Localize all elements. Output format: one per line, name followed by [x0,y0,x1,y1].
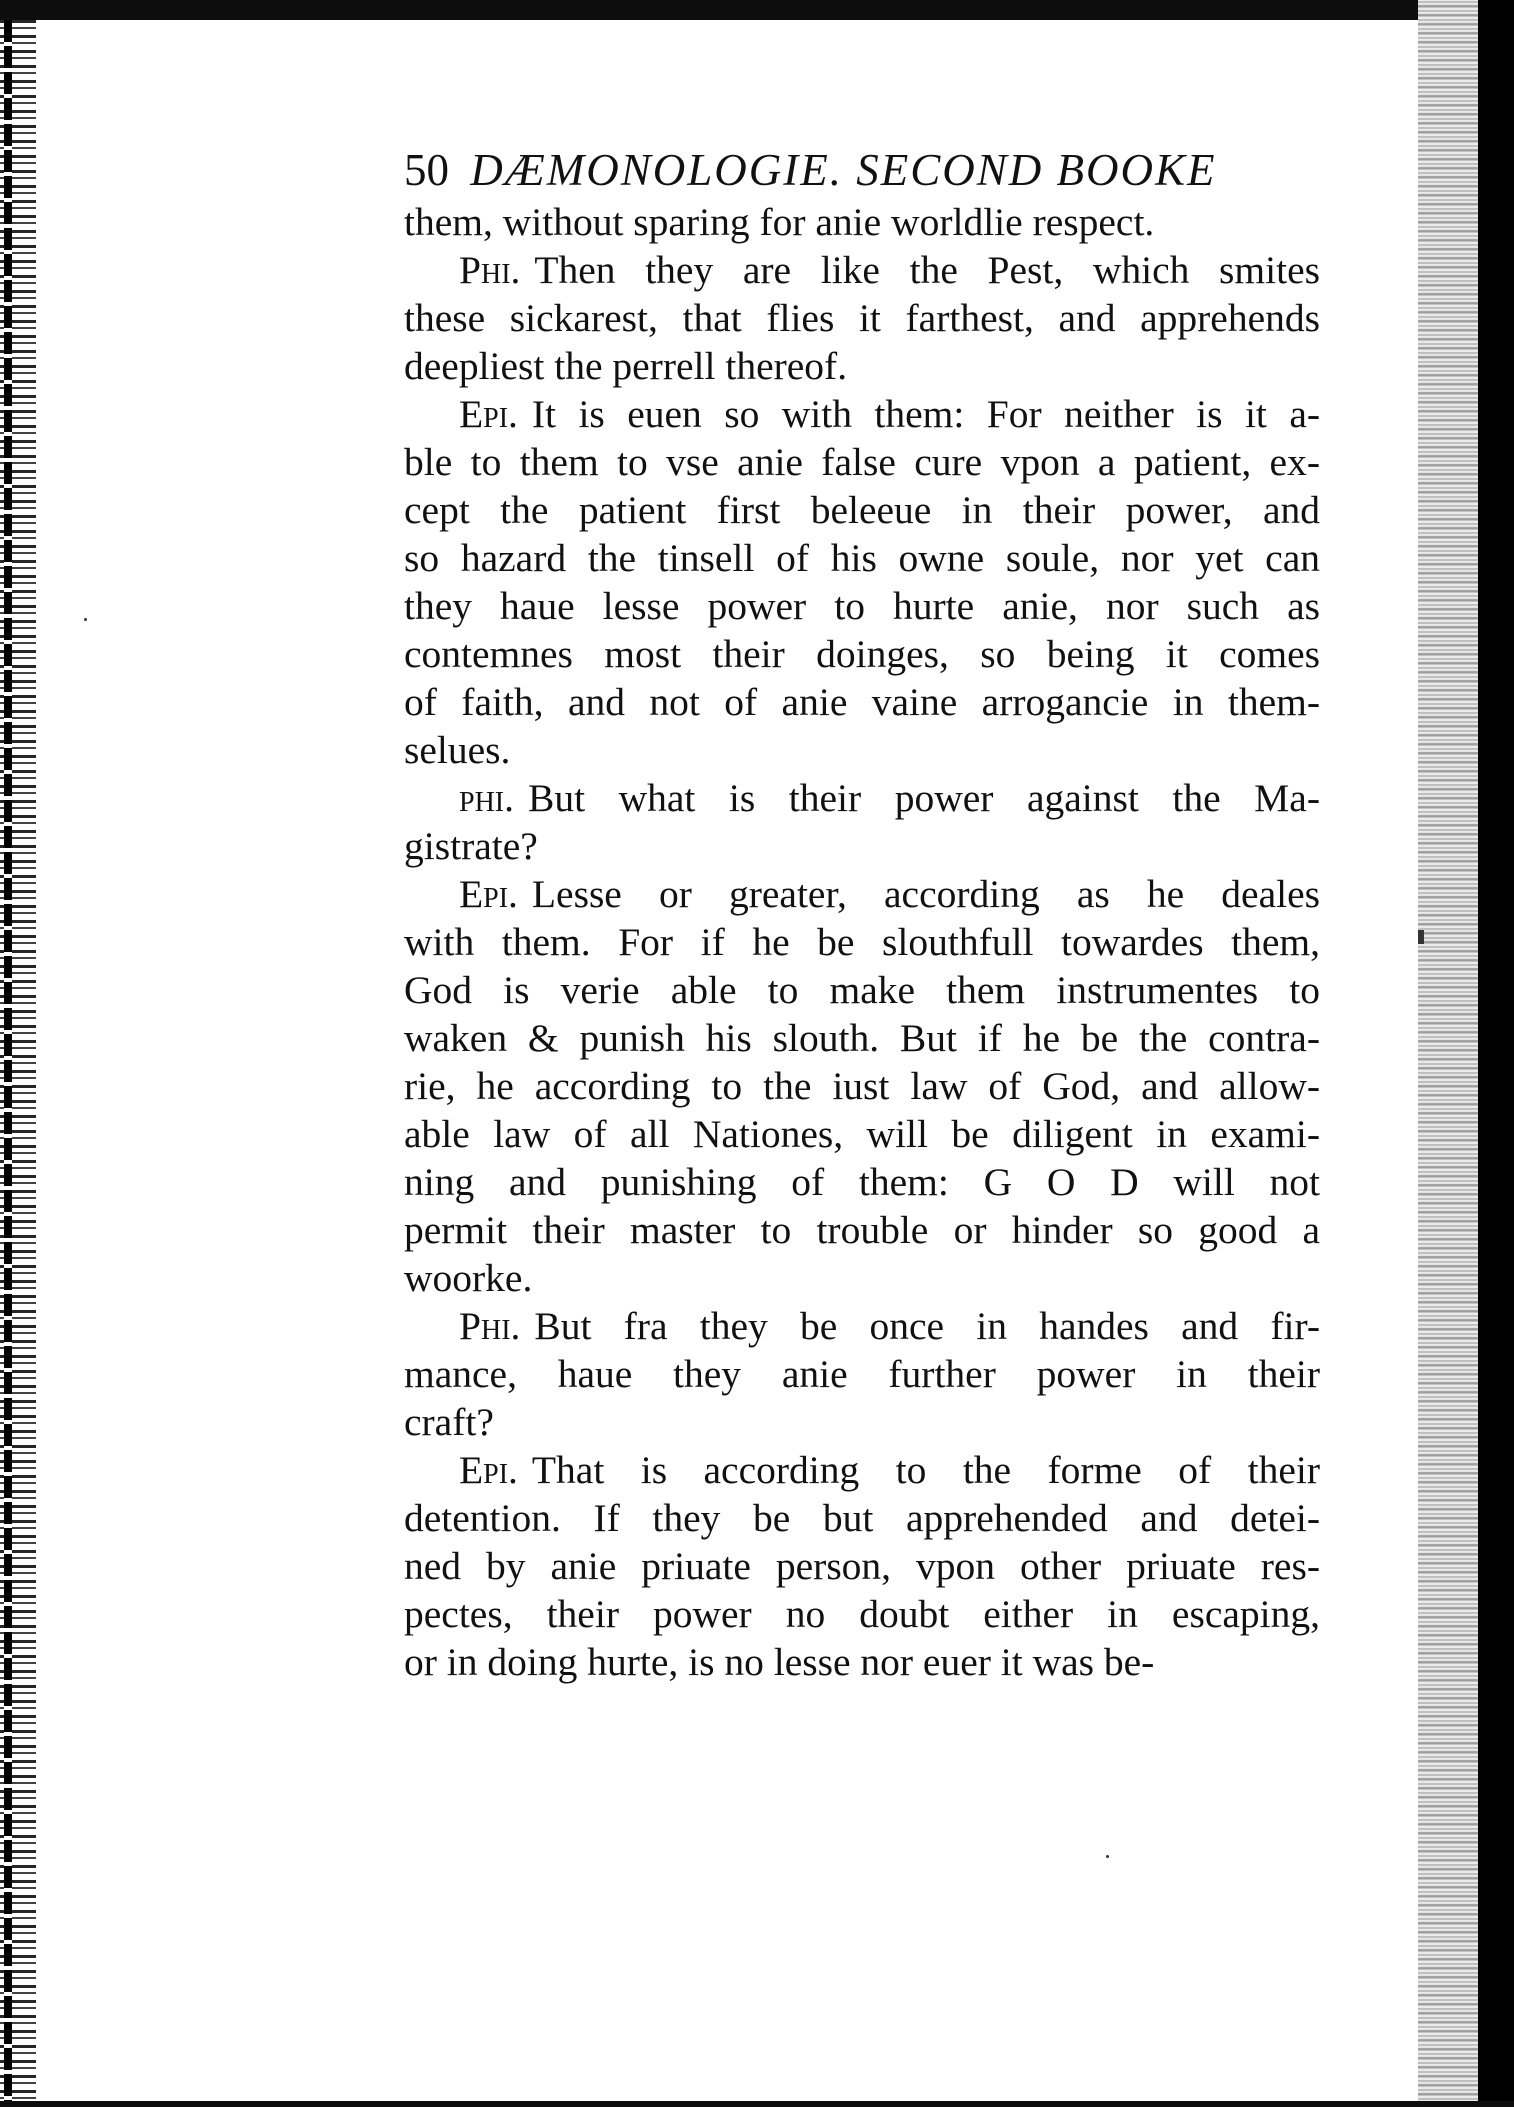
text-line [404,1110,1320,1158]
text-line [404,1062,1320,1110]
text-line [404,1350,1320,1398]
margin-speck [84,618,87,621]
line-text: permit their master to trouble or hinder so good a [404,1208,1320,1252]
text-line [404,1254,1320,1302]
text-line [404,534,1320,582]
text-line [404,630,1320,678]
dialogue-paragraph [404,1446,1320,1686]
text-line [404,294,1320,342]
speaker-label: phi. [459,776,514,820]
text-line [404,1542,1320,1590]
text-line [404,582,1320,630]
text-line [404,726,1320,774]
text-line [404,822,1320,870]
speaker-label: Epi. [459,872,518,916]
line-text: cept the patient first beleeue in their power, and [404,488,1320,532]
line-text: gistrate? [404,824,538,868]
text-line [404,342,1320,390]
line-text: so hazard the tinsell of his owne soule, nor yet can [404,536,1320,580]
dialogue-paragraph [404,246,1320,390]
text-line [404,774,1320,822]
margin-speck [1106,1855,1109,1858]
text-line [404,390,1320,438]
speaker-label: Epi. [459,392,518,436]
book-page [404,140,1320,1686]
dialogue-paragraph [404,390,1320,774]
scan-left-binding [4,20,12,2107]
dialogue-paragraph [404,774,1320,870]
line-text: rie, he according to the iust law of God, and allow- [404,1064,1320,1108]
page-number: 50 [404,145,449,195]
text-line [404,870,1320,918]
line-text: waken & punish his slouth. But if he be the contra- [404,1016,1320,1060]
text-line [404,1446,1320,1494]
line-text: craft? [404,1400,494,1444]
dialogue-paragraph [404,1302,1320,1446]
line-text: able law of all Nationes, will be diligent in exami- [404,1112,1320,1156]
text-line [404,918,1320,966]
line-text: of faith, and not of anie vaine arrogancie in them- [404,680,1320,724]
scan-right-border [1478,0,1514,2107]
running-header [404,140,1320,200]
speaker-label: Phi. [459,248,521,292]
line-text: with them. For if he be slouthfull towardes them, [404,920,1320,964]
line-text: But what is their power against the Ma- [528,776,1320,820]
line-text: pectes, their power no doubt either in escaping, [404,1592,1320,1636]
speaker-label: Epi. [459,1448,518,1492]
speaker-label: Phi. [459,1304,521,1348]
text-line [404,1494,1320,1542]
dialogue-paragraph [404,870,1320,1302]
line-text: But fra they be once in handes and fir- [534,1304,1320,1348]
body-text [404,198,1320,1686]
text-line [404,1638,1320,1686]
line-text: these sickarest, that flies it farthest, and apprehends [404,296,1320,340]
text-line [404,246,1320,294]
text-line [404,438,1320,486]
line-text: woorke. [404,1256,533,1300]
line-text: It is euen so with them: For neither is it a- [531,392,1320,436]
line-text: deepliest the perrell thereof. [404,344,848,388]
text-line [404,1158,1320,1206]
dialogue-paragraph [404,198,1320,246]
line-text: them, without sparing for anie worldlie respect. [404,200,1155,244]
text-line [404,1398,1320,1446]
line-text: ning and punishing of them: G O D will not [404,1160,1320,1204]
line-text: selues. [404,728,511,772]
line-text: mance, haue they anie further power in their [404,1352,1320,1396]
scan-bottom-border [0,2101,1514,2107]
text-line [404,1206,1320,1254]
scan-top-border [0,0,1514,20]
text-line [404,678,1320,726]
line-text: or in doing hurte, is no lesse nor euer it was be- [404,1640,1155,1684]
running-title: DÆMONOLOGIE. SECOND BOOKE [470,145,1217,195]
line-text: detention. If they be but apprehended and detei- [404,1496,1320,1540]
text-line [404,198,1320,246]
line-text: Then they are like the Pest, which smites [534,248,1320,292]
line-text: God is verie able to make them instrumentes to [404,968,1320,1012]
text-line [404,1302,1320,1350]
line-text: Lesse or greater, according as he deales [531,872,1320,916]
text-line [404,486,1320,534]
text-line [404,1014,1320,1062]
line-text: contemnes most their doinges, so being it comes [404,632,1320,676]
margin-mark [1418,930,1424,944]
line-text: ble to them to vse anie false cure vpon a patient, ex- [404,440,1320,484]
line-text: That is according to the forme of their [531,1448,1320,1492]
line-text: ned by anie priuate person, vpon other priuate res- [404,1544,1320,1588]
text-line [404,1590,1320,1638]
text-line [404,966,1320,1014]
line-text: they haue lesse power to hurte anie, nor such as [404,584,1320,628]
